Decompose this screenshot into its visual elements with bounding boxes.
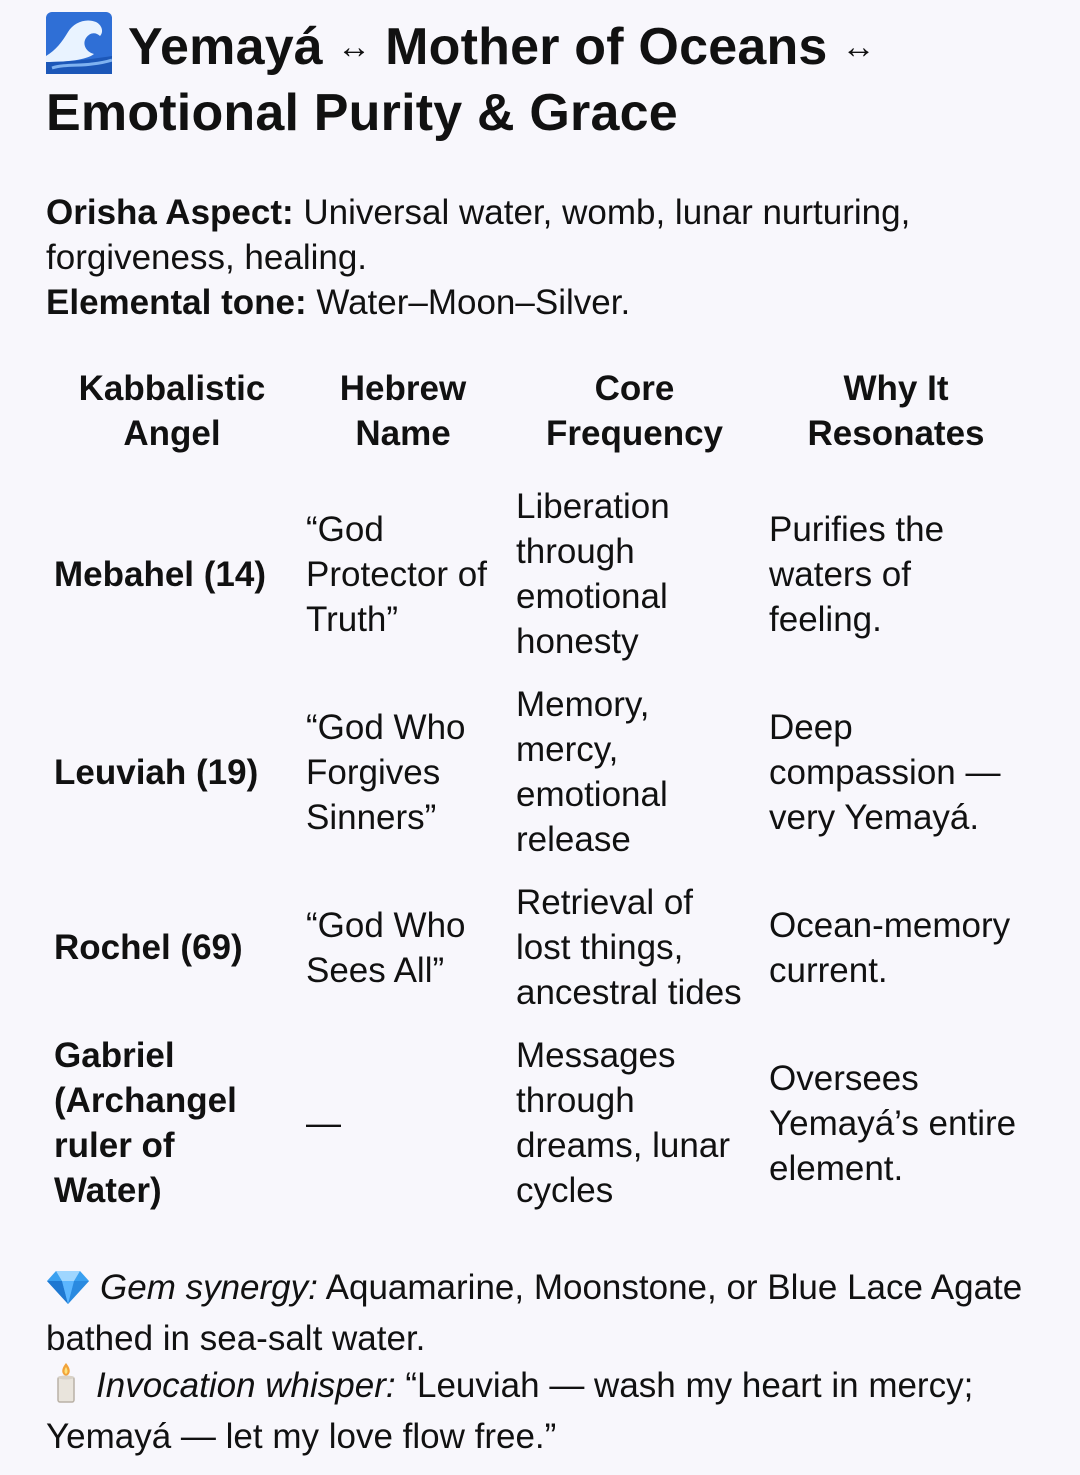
table-row (46, 1025, 1031, 1223)
resonance: Purifies the waters of feeling. (769, 509, 945, 639)
table-header-row (46, 366, 1031, 476)
title-subtitle: Emotional Purity & Grace (46, 84, 678, 142)
gem-synergy-text: Aquamarine, Moonstone, or Blue Lace Agate bathed in sea-salt water. (46, 1268, 1023, 1358)
elemental-tone-label: Elemental tone: (46, 283, 307, 322)
angel-name: Leuviah (19) (54, 752, 259, 792)
angel-name: Gabriel (Archangel ruler of Water) (54, 1036, 237, 1210)
orisha-aspect-label: Orisha Aspect: (46, 193, 294, 232)
footer-notes (46, 1265, 1046, 1459)
header-core-frequency: Core Frequency (546, 369, 723, 453)
hebrew-name: — (306, 1103, 341, 1143)
title-yemaya: Yemayá (128, 18, 323, 76)
orisha-aspect-section (46, 190, 1046, 325)
table-row (46, 476, 1031, 674)
candle-icon (46, 1361, 86, 1414)
gem-synergy-label: Gem synergy: (100, 1268, 318, 1307)
header-why-it-resonates: Why It Resonates (807, 369, 985, 453)
core-frequency: Memory, mercy, emotional release (516, 685, 668, 859)
resonance: Oversees Yemayá’s entire element. (769, 1058, 1017, 1188)
page-title (46, 12, 1046, 146)
title-arrow: ↔ (336, 28, 372, 66)
orisha-aspect-text: Universal water, womb, lunar nurturing, forgiveness, healing. (46, 193, 911, 277)
resonance: Ocean-memory current. (769, 905, 1011, 990)
title-arrow-2: ↔ (841, 28, 876, 66)
core-frequency: Messages through dreams, lunar cycles (516, 1036, 730, 1210)
table-row (46, 674, 1031, 872)
title-mother-of-oceans: Mother of Oceans (385, 18, 828, 76)
invocation-whisper-label: Invocation whisper: (96, 1366, 396, 1405)
angel-name: Mebahel (14) (54, 554, 266, 594)
table-row (46, 872, 1031, 1025)
invocation-whisper-text: “Leuviah — wash my heart in mercy; Yemayá — let my love flow free.” (46, 1366, 974, 1456)
resonance: Deep compassion — very Yemayá. (769, 707, 1001, 837)
header-kabbalistic-angel: Kabbalistic Angel (78, 369, 266, 453)
hebrew-name: “God Who Forgives Sinners” (306, 707, 466, 837)
header-hebrew-name: Hebrew Name (339, 369, 467, 453)
core-frequency: Retrieval of lost things, ancestral tides (516, 883, 742, 1012)
water-wave-icon (46, 12, 112, 74)
elemental-tone-text: Water–Moon–Silver. (306, 283, 631, 322)
hebrew-name: “God Protector of Truth” (306, 509, 487, 639)
hebrew-name: “God Who Sees All” (306, 905, 466, 990)
angels-table (46, 366, 1031, 1223)
angel-name: Rochel (69) (54, 928, 243, 967)
gem-stone-icon (46, 1269, 90, 1316)
core-frequency: Liberation through emotional honesty (516, 487, 670, 661)
